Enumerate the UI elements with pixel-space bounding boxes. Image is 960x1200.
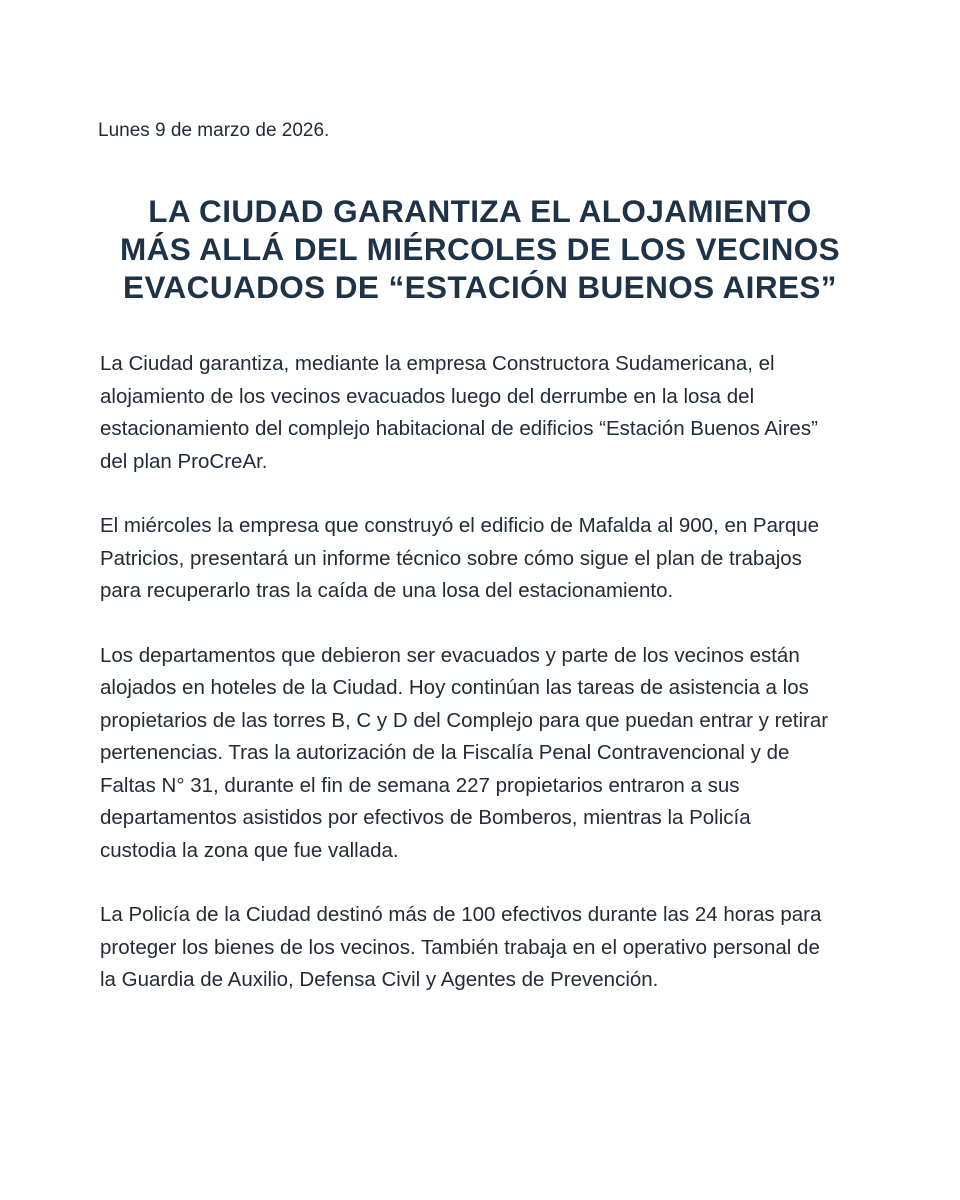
text-line: Faltas N° 31, durante el fin de semana 227 propietarios entraron a sus [100,773,740,797]
text-line: Patricios, presentará un informe técnico sobre cómo sigue el plan de trabajos [100,546,802,570]
text-line: alojamiento de los vecinos evacuados luego del derrumbe en la losa del [100,384,755,408]
headline-line: LA CIUDAD GARANTIZA EL ALOJAMIENTO [148,193,812,229]
text-line: alojados en hoteles de la Ciudad. Hoy continúan las tareas de asistencia a los [100,676,809,699]
publication-date: Lunes 9 de marzo de 2026. [98,120,330,141]
text-line: propietarios de las torres B, C y D del Complejo para que puedan entrar y retirar [100,708,829,732]
text-line: estacionamiento del complejo habitacional de edificios “Estación Buenos Aires” [100,417,818,440]
paragraph-police [100,899,860,997]
text-line: La Ciudad garantiza, mediante la empresa Constructora Sudamericana, el [100,352,775,375]
headline-line: EVACUADOS DE “ESTACIÓN BUENOS AIRES” [123,269,837,305]
text-line: la Guardia de Auxilio, Defensa Civil y Agentes de Prevención. [100,968,659,991]
text-line: La Policía de la Ciudad destinó más de 100 efectivos durante las 24 horas para [100,903,822,926]
text-line: El miércoles la empresa que construyó el edificio de Mafalda al 900, en Parque [100,514,820,537]
paragraph-evacuees [100,640,860,868]
paragraph-guarantee [100,348,860,478]
headline-line: MÁS ALLÁ DEL MIÉRCOLES DE LOS VECINOS [119,231,841,267]
text-line: Los departamentos que debieron ser evacuados y parte de los vecinos están [100,643,800,667]
text-line: pertenencias. Tras la autorización de la Fiscalía Penal Contravencional y de [100,741,790,764]
text-line: departamentos asistidos por efectivos de Bomberos, mientras la Policía [100,806,751,829]
text-line: para recuperarlo tras la caída de una losa del estacionamiento. [100,579,674,602]
article-body [100,348,860,1029]
text-line: custodia la zona que fue vallada. [100,838,399,862]
text-line: proteger los bienes de los vecinos. También trabaja en el operativo personal de [100,935,820,959]
headline [60,192,900,306]
text-line: del plan ProCreAr. [100,449,268,473]
paragraph-technical-report [100,510,860,608]
